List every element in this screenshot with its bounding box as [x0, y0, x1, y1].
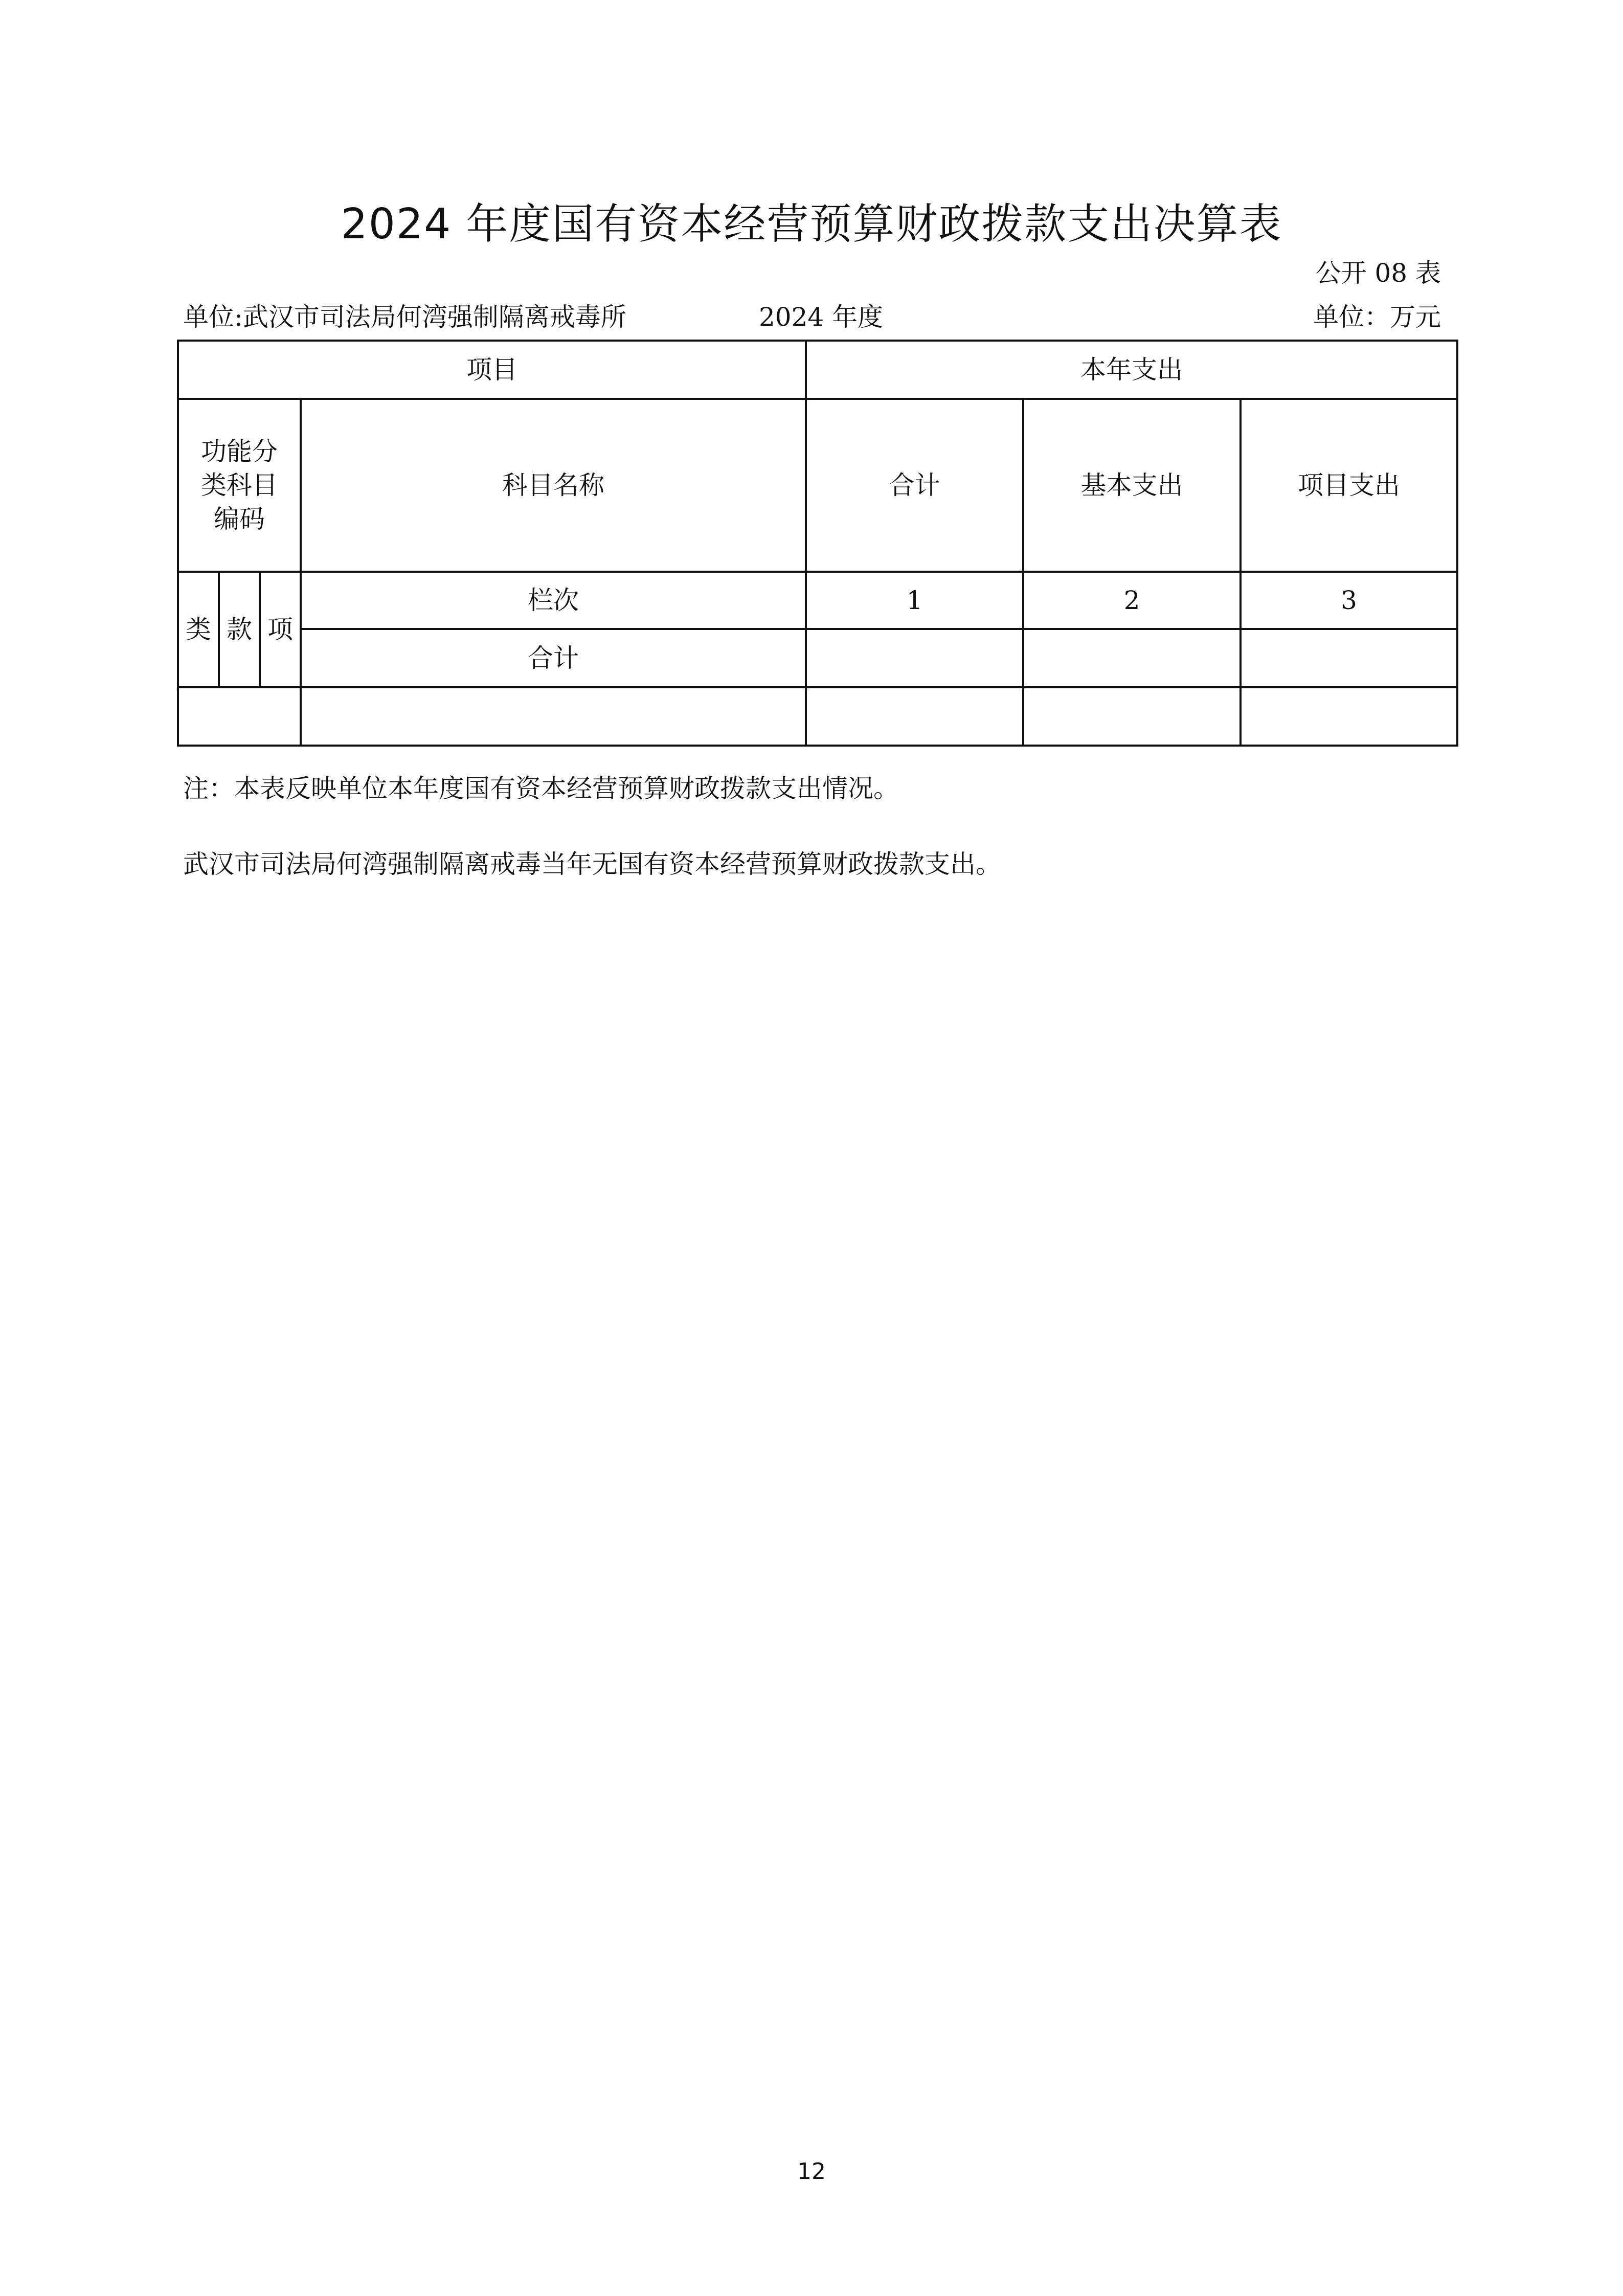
- header-function-code-line: 类科目: [201, 470, 278, 500]
- fiscal-year: 2024 年度: [759, 302, 884, 332]
- header-project: 项目: [178, 341, 806, 399]
- code-item-label: 项: [260, 572, 301, 687]
- header-basic-expenditure: 基本支出: [1023, 399, 1241, 572]
- header-function-code-line: 功能分: [201, 437, 278, 466]
- code-class-label: 类: [178, 572, 219, 687]
- total-row-label: 合计: [301, 629, 806, 687]
- header-function-code-line: 编码: [214, 504, 265, 534]
- currency-unit: 单位：万元: [1313, 302, 1441, 332]
- basic-expenditure-total-cell: [1023, 629, 1241, 687]
- reporting-unit: 单位:武汉市司法局何湾强制隔离戒毒所: [183, 302, 626, 332]
- page-title: 2024 年度国有资本经营预算财政拨款支出决算表: [341, 200, 1282, 249]
- column-index-row: [178, 572, 1457, 629]
- column-index-3: 3: [1241, 572, 1457, 629]
- code-section-label: 款: [219, 572, 260, 687]
- expenditure-table: [177, 340, 1458, 747]
- page-number: 12: [797, 2158, 826, 2185]
- empty-basic-cell: [1023, 687, 1241, 746]
- column-index-label: 栏次: [301, 572, 806, 629]
- total-row: [178, 629, 1457, 687]
- header-row-top: [178, 341, 1457, 399]
- empty-code-cell: [178, 687, 301, 746]
- total-cell: [806, 629, 1023, 687]
- header-total: 合计: [806, 399, 1023, 572]
- empty-project-cell: [1241, 687, 1457, 746]
- project-expenditure-total-cell: [1241, 629, 1457, 687]
- header-current-year-expenditure: 本年支出: [806, 341, 1457, 399]
- header-subject-name: 科目名称: [301, 399, 806, 572]
- column-index-2: 2: [1023, 572, 1241, 629]
- header-row-columns: [178, 399, 1457, 572]
- form-number: 公开 08 表: [1315, 258, 1441, 288]
- empty-data-row: [178, 687, 1457, 746]
- empty-subject-cell: [301, 687, 806, 746]
- header-function-code: [178, 399, 301, 572]
- table-note: 注：本表反映单位本年度国有资本经营预算财政拨款支出情况。: [183, 774, 899, 803]
- empty-total-cell: [806, 687, 1023, 746]
- header-project-expenditure: 项目支出: [1241, 399, 1457, 572]
- column-index-1: 1: [806, 572, 1023, 629]
- no-expenditure-statement: 武汉市司法局何湾强制隔离戒毒当年无国有资本经营预算财政拨款支出。: [183, 849, 1001, 879]
